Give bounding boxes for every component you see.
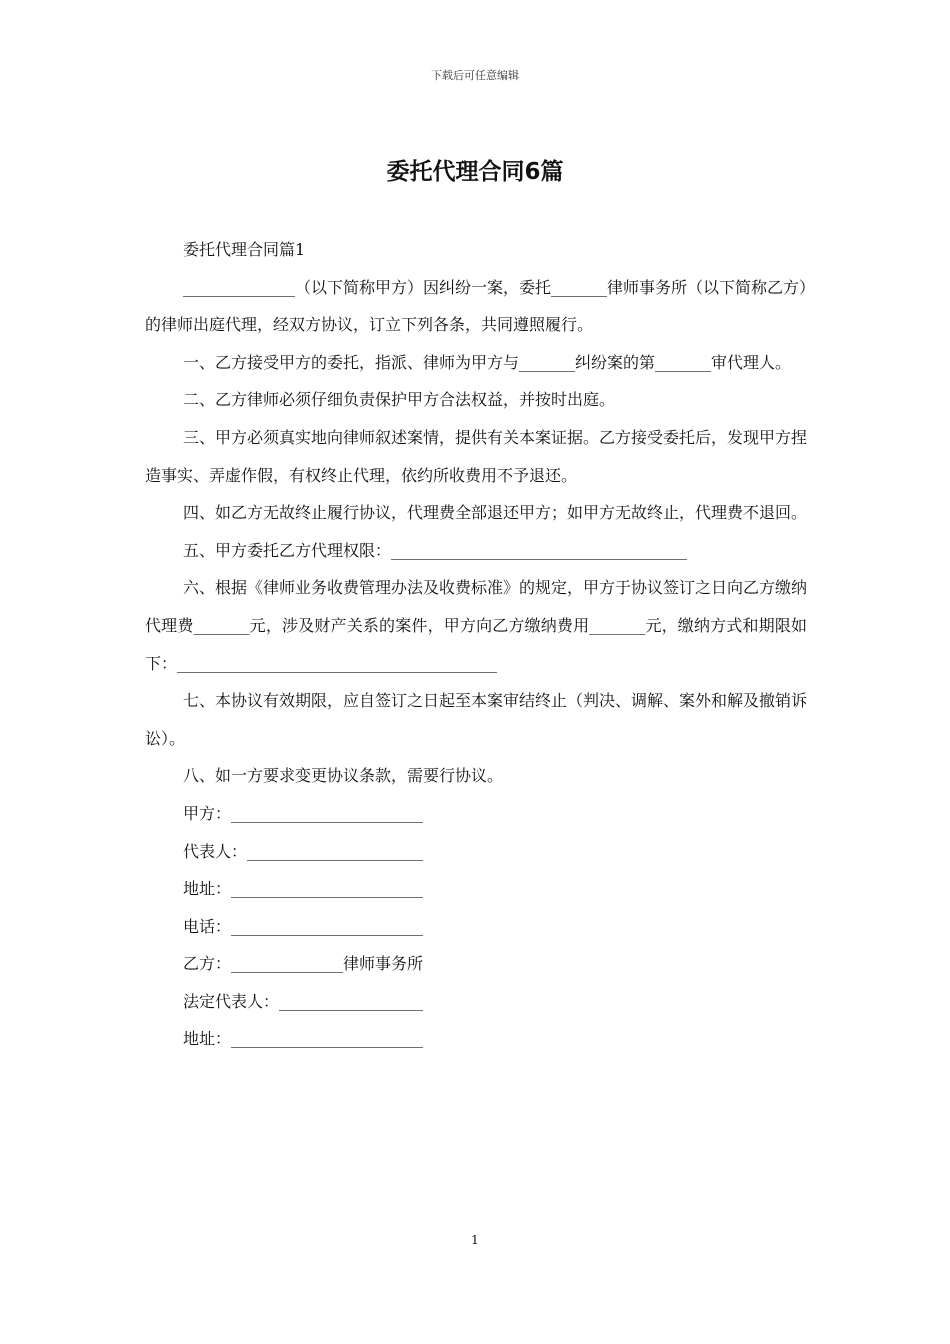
- party-a-phone-line: 电话：________________________: [183, 916, 424, 936]
- clause-3: 三、甲方必须真实地向律师叙述案情，提供有关本案证据。乙方接受委托后，发现甲方捏造事实、弄虚作假，有权终止代理，依约所收费用不予退还。: [145, 427, 808, 485]
- party-b-line: 乙方：______________律师事务所: [183, 954, 424, 974]
- page-number: 1: [471, 1233, 479, 1247]
- party-a-line: 甲方：________________________: [183, 803, 424, 823]
- party-b-address-line: 地址：________________________: [183, 1029, 424, 1049]
- clause-7: 七、本协议有效期限，应自签订之日起至本案审结终止（判决、调解、案外和解及撤销诉讼）。: [145, 691, 808, 748]
- party-a-representative-line: 代表人：______________________: [183, 841, 424, 861]
- clause-2: 二、乙方律师必须仔细负责保护甲方合法权益，并按时出庭。: [183, 390, 616, 410]
- clause-8: 八、如一方要求变更协议条款，需要行协议。: [183, 766, 504, 786]
- clause-4: 四、如乙方无故终止履行协议，代理费全部退还甲方；如甲方无故终止，代理费不退回。: [183, 503, 808, 523]
- clause-5: 五、甲方委托乙方代理权限：_____________________________________: [183, 540, 688, 560]
- clause-6: 六、根据《律师业务收费管理办法及收费标准》的规定，甲方于协议签订之日向乙方缴纳代理费_______元，涉及财产关系的案件，甲方向乙方缴纳费用_______元，缴纳方式和期限如下：________________________________________: [145, 578, 808, 673]
- section-heading: 委托代理合同篇1: [183, 240, 306, 259]
- party-b-legal-representative-line: 法定代表人：__________________: [183, 991, 424, 1011]
- document-title: 委托代理合同6篇: [386, 159, 564, 185]
- paragraph-intro: ______________（以下简称甲方）因纠纷一案，委托_______律师事务所（以下简称乙方）的律师出庭代理，经双方协议，订立下列各条，共同遵照履行。: [145, 277, 808, 335]
- document-body: [145, 231, 807, 1058]
- party-a-address-line: 地址：________________________: [183, 879, 424, 899]
- page-header: 下载后可任意编辑: [431, 69, 519, 82]
- clause-1: 一、乙方接受甲方的委托，指派、律师为甲方与_______纠纷案的第_______审代理人。: [183, 352, 792, 372]
